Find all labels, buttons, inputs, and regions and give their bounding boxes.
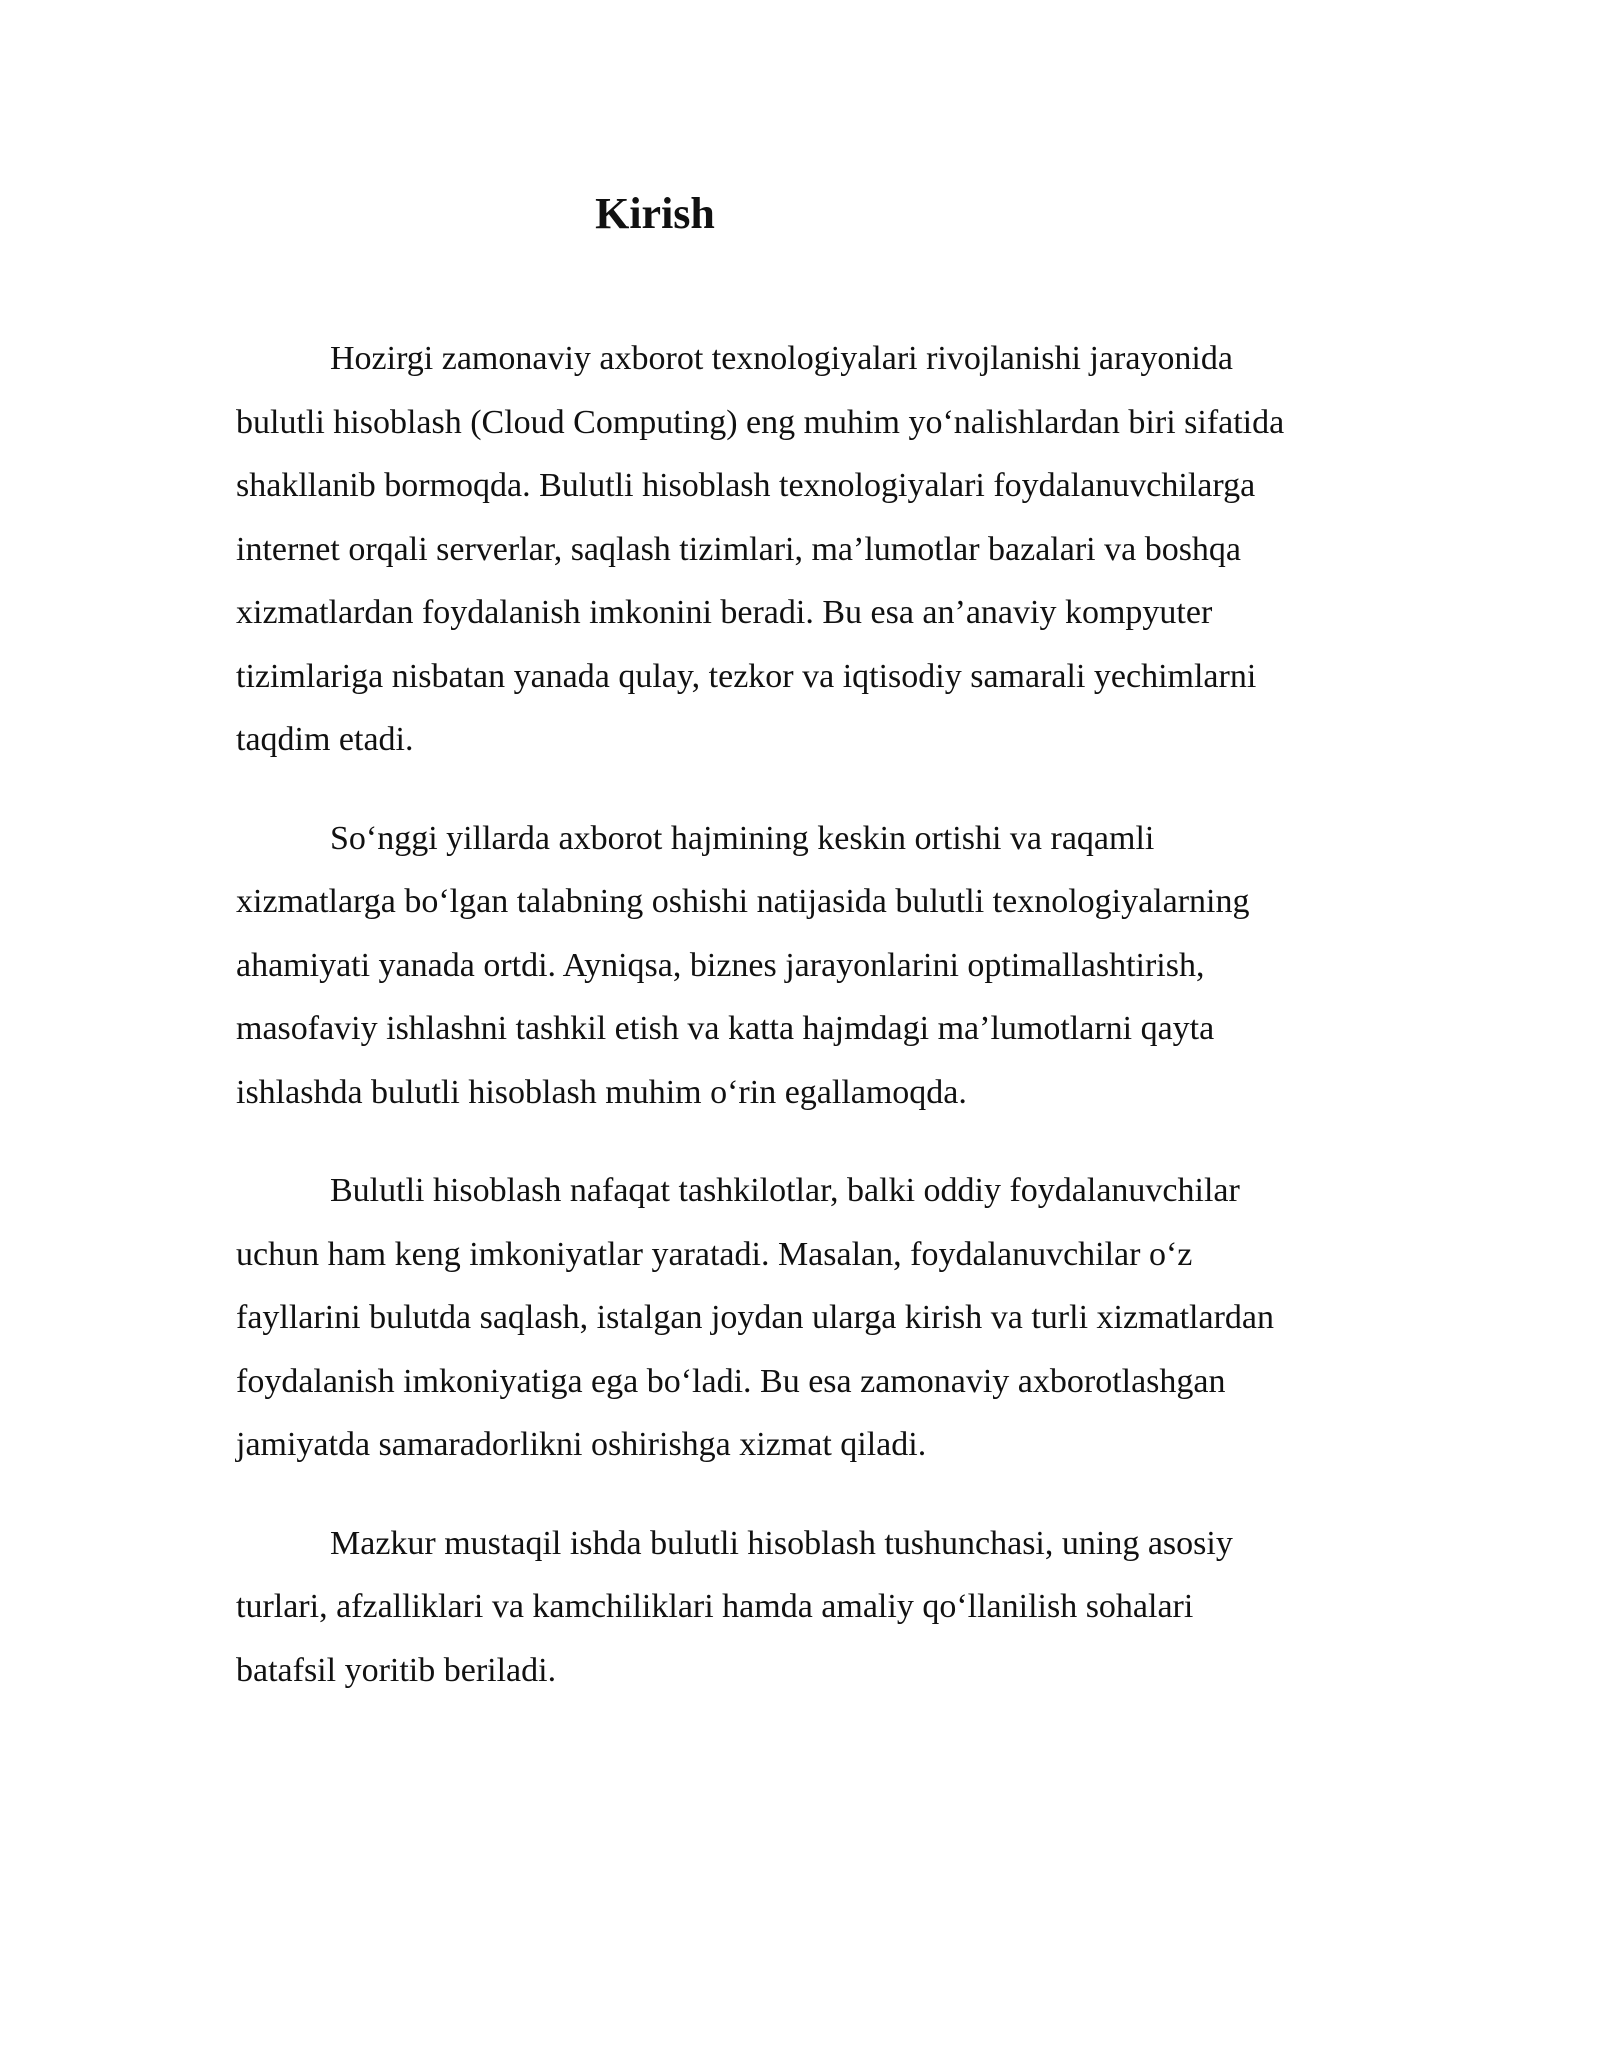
text-line: bulutli hisoblash (Cloud Computing) eng muhim yo‘nalishlardan biri sifatida bbox=[236, 403, 1285, 441]
text-line: Bulutli hisoblash nafaqat tashkilotlar, balki oddiy foydalanuvchilar bbox=[330, 1172, 1240, 1209]
text-line: foydalanish imkoniyatiga ega bo‘ladi. Bu esa zamonaviy axborotlashgan bbox=[236, 1362, 1226, 1400]
paragraph-3 bbox=[236, 1159, 1396, 1477]
text-line: uchun ham keng imkoniyatlar yaratadi. Masalan, foydalanuvchilar o‘z bbox=[236, 1235, 1193, 1273]
text-line: xizmatlardan foydalanish imkonini beradi. Bu esa an’anaviy kompyuter bbox=[236, 594, 1213, 631]
text-line: turlari, afzalliklari va kamchiliklari hamda amaliy qo‘llanilish sohalari bbox=[236, 1588, 1194, 1625]
text-line: masofaviy ishlashni tashkil etish va katta hajmdagi ma’lumotlarni qayta bbox=[236, 1010, 1215, 1047]
paragraph-2 bbox=[236, 807, 1396, 1125]
text-line: taqdim etadi. bbox=[236, 721, 414, 758]
paragraph-4 bbox=[236, 1512, 1396, 1703]
text-line: internet orqali serverlar, saqlash tizimlari, ma’lumotlar bazalari va boshqa bbox=[236, 530, 1242, 568]
paragraph-1 bbox=[236, 327, 1396, 772]
text-line: ishlashda bulutli hisoblash muhim o‘rin egallamoqda. bbox=[236, 1073, 967, 1111]
text-line: ahamiyati yanada ortdi. Ayniqsa, biznes jarayonlarini optimallashtirish, bbox=[236, 946, 1205, 984]
text-line: fayllarini bulutda saqlash, istalgan joydan ularga kirish va turli xizmatlardan bbox=[236, 1299, 1274, 1336]
text-line: tizimlariga nisbatan yanada qulay, tezkor va iqtisodiy samarali yechimlarni bbox=[236, 657, 1257, 695]
text-line: shakllanib bormoqda. Bulutli hisoblash texnologiyalari foydalanuvchilarga bbox=[236, 467, 1256, 504]
text-line: jamiyatda samaradorlikni oshirishga xizmat qiladi. bbox=[236, 1426, 927, 1463]
text-line: xizmatlarga bo‘lgan talabning oshishi natijasida bulutli texnologiyalarning bbox=[236, 883, 1250, 920]
text-line: So‘nggi yillarda axborot hajmining keskin ortishi va raqamli bbox=[330, 819, 1155, 857]
text-line: Hozirgi zamonaviy axborot texnologiyalari rivojlanishi jarayonida bbox=[330, 340, 1233, 377]
text-line: batafsil yoritib beriladi. bbox=[236, 1651, 557, 1689]
text-line: Mazkur mustaqil ishda bulutli hisoblash tushunchasi, uning asosiy bbox=[330, 1524, 1233, 1562]
page-title: Kirish bbox=[595, 189, 715, 238]
document-body bbox=[236, 327, 1396, 1737]
